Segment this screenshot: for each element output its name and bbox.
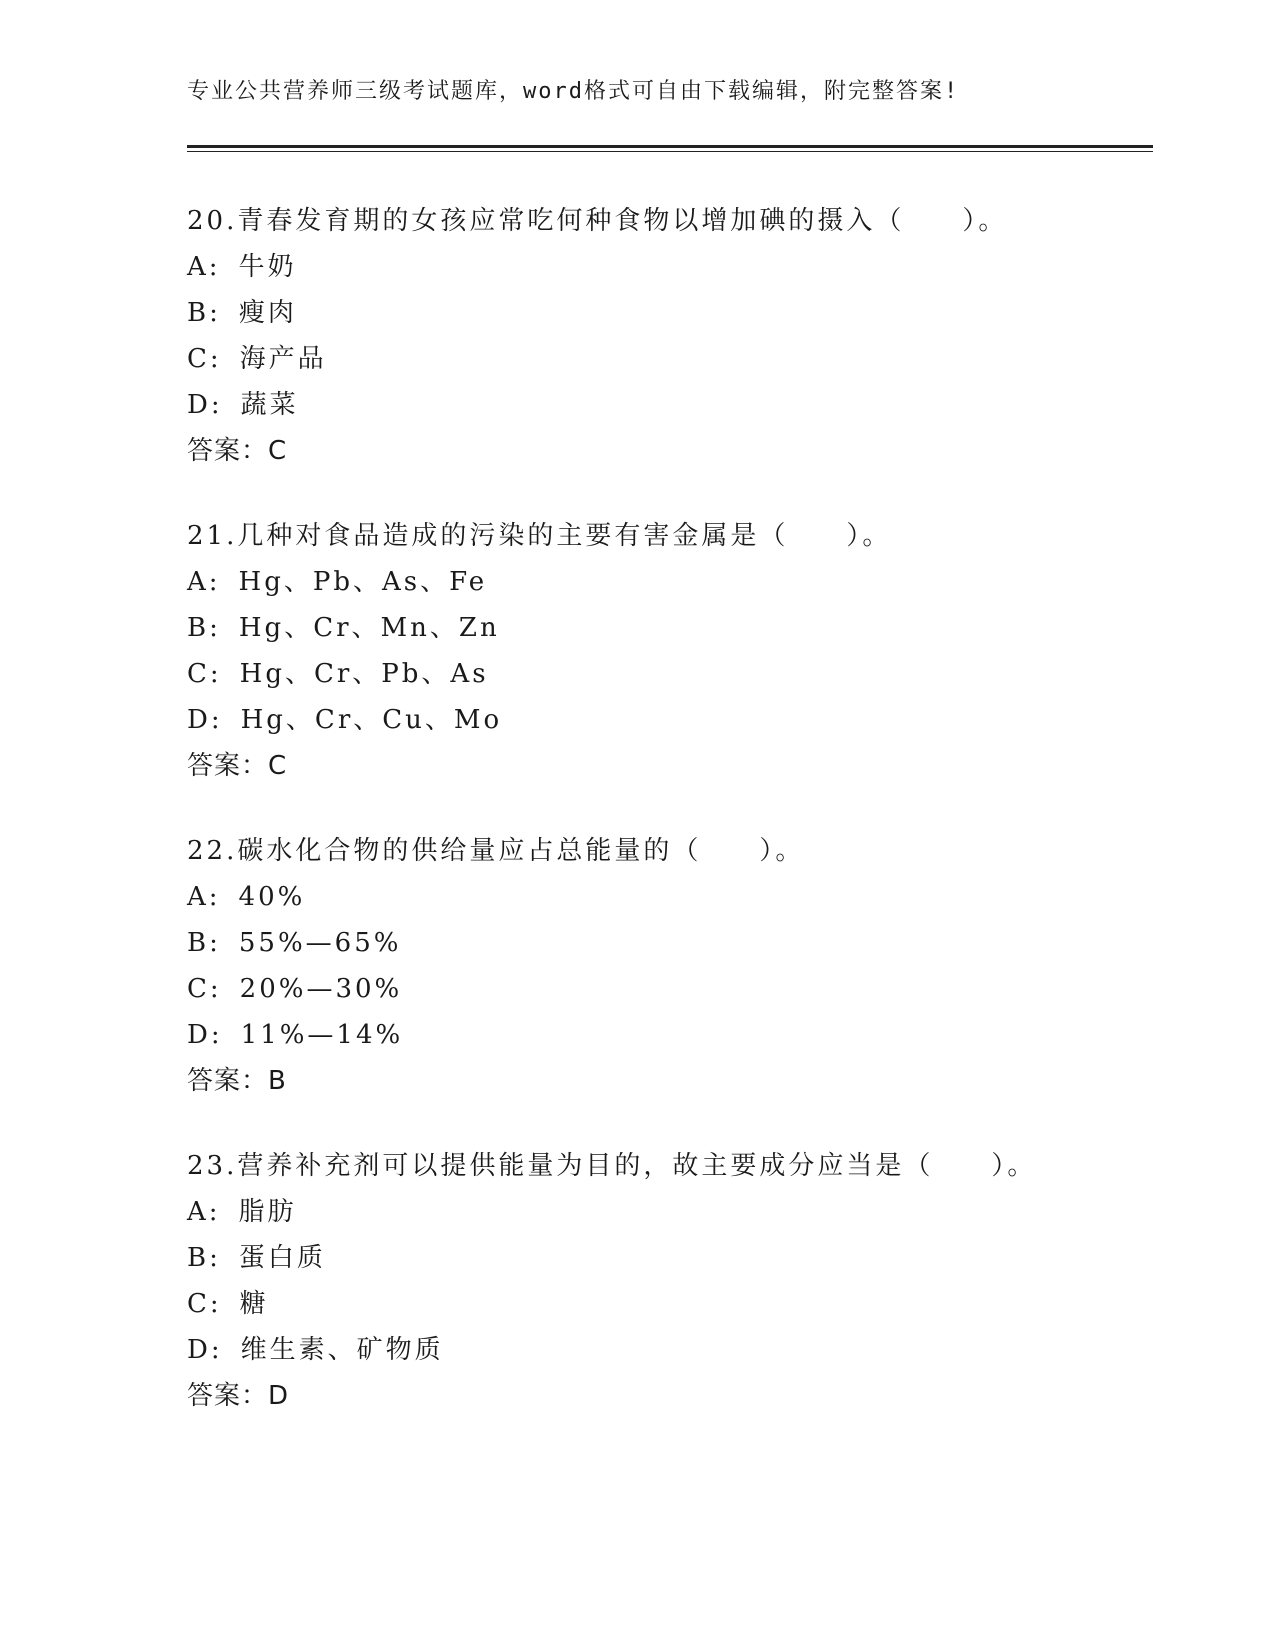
option-c	[187, 1281, 1187, 1327]
header-rule-thick	[187, 145, 1153, 148]
option-letter: D:	[187, 1335, 223, 1365]
option-letter: C:	[187, 659, 222, 689]
answer-line: 答案：D	[187, 1381, 290, 1411]
option-text: 蔬菜	[240, 390, 299, 420]
option-text: Hg、Cr、Cu、Mo	[240, 705, 503, 735]
option-a	[187, 244, 1187, 290]
option-letter: B:	[187, 1243, 221, 1273]
option-text: 海产品	[239, 344, 327, 374]
option-c	[187, 651, 1187, 697]
option-letter: C:	[187, 974, 222, 1004]
option-b	[187, 605, 1187, 651]
question-stem: 22.碳水化合物的供给量应占总能量的（ ）。	[187, 836, 805, 866]
page-header: 专业公共营养师三级考试题库，word格式可自由下载编辑，附完整答案!	[187, 79, 960, 104]
question-stem: 23.营养补充剂可以提供能量为目的，故主要成分应当是（ ）。	[187, 1151, 1037, 1181]
option-a	[187, 1189, 1187, 1235]
question-stem: 21.几种对食品造成的污染的主要有害金属是（ ）。	[187, 521, 892, 551]
option-d	[187, 1012, 1187, 1058]
option-a	[187, 559, 1187, 605]
option-text: 维生素、矿物质	[240, 1335, 444, 1365]
option-letter: A:	[187, 567, 221, 597]
option-c	[187, 336, 1187, 382]
option-b	[187, 920, 1187, 966]
option-letter: B:	[187, 613, 221, 643]
option-text: 11%—14%	[240, 1020, 404, 1050]
option-letter: A:	[187, 882, 221, 912]
option-letter: C:	[187, 1289, 222, 1319]
question-stem: 20.青春发育期的女孩应常吃何种食物以增加碘的摄入（ ）。	[187, 206, 1008, 236]
question-22	[187, 828, 1187, 1104]
option-text: 55%—65%	[238, 928, 402, 958]
option-text: 脂肪	[238, 1197, 297, 1227]
option-text: 20%—30%	[239, 974, 403, 1004]
option-b	[187, 1235, 1187, 1281]
option-b	[187, 290, 1187, 336]
option-d	[187, 1327, 1187, 1373]
option-a	[187, 874, 1187, 920]
option-letter: B:	[187, 928, 221, 958]
option-text: 糖	[239, 1289, 269, 1319]
question-21	[187, 513, 1187, 789]
answer-line: 答案：B	[187, 1066, 287, 1096]
question-23	[187, 1143, 1187, 1419]
option-text: Hg、Cr、Mn、Zn	[238, 613, 500, 643]
option-letter: C:	[187, 344, 222, 374]
option-letter: A:	[187, 252, 221, 282]
answer-line: 答案：C	[187, 751, 288, 781]
option-d	[187, 382, 1187, 428]
answer-line: 答案：C	[187, 436, 288, 466]
option-text: 牛奶	[238, 252, 297, 282]
option-text: 40%	[238, 882, 306, 912]
option-text: 瘦肉	[238, 298, 297, 328]
option-letter: D:	[187, 390, 223, 420]
option-text: 蛋白质	[238, 1243, 326, 1273]
option-text: Hg、Cr、Pb、As	[239, 659, 489, 689]
header-rule-thin	[187, 151, 1153, 152]
option-d	[187, 697, 1187, 743]
option-letter: B:	[187, 298, 221, 328]
option-text: Hg、Pb、As、Fe	[238, 567, 488, 597]
option-letter: D:	[187, 705, 223, 735]
option-c	[187, 966, 1187, 1012]
option-letter: A:	[187, 1197, 221, 1227]
option-letter: D:	[187, 1020, 223, 1050]
question-20	[187, 198, 1187, 474]
